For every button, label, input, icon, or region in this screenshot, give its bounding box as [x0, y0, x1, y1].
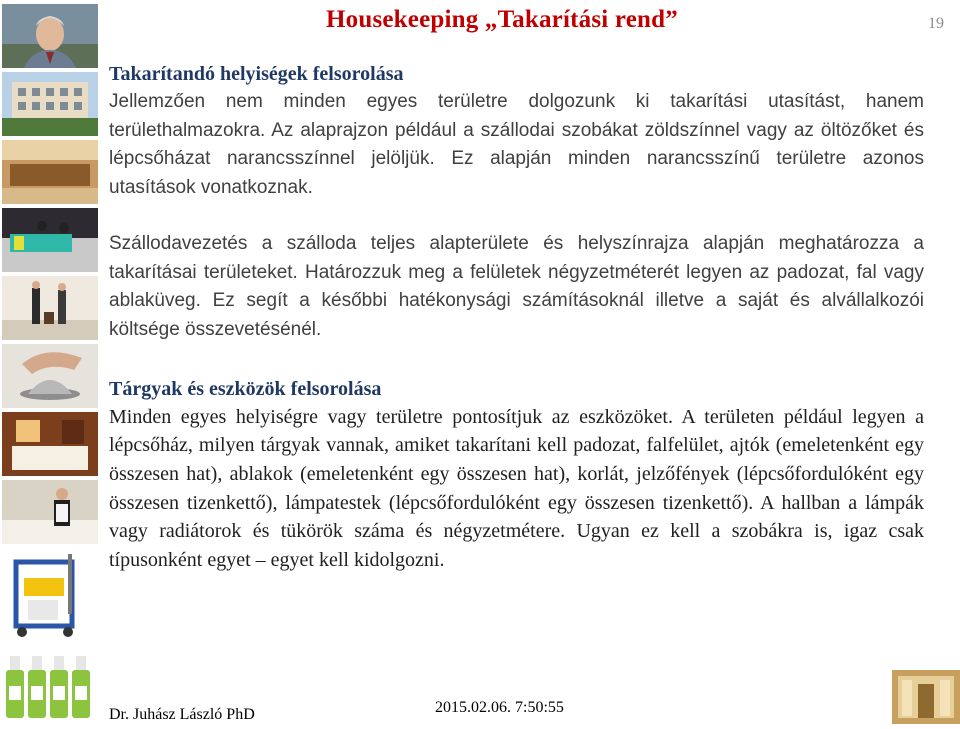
guests-luggage-image: [2, 276, 98, 340]
corridor-image: [892, 670, 960, 724]
hotel-room-image: [2, 412, 98, 476]
footer-author: Dr. Juhász László PhD: [109, 706, 255, 723]
section-text-rooms: Jellemzően nem minden egyes területre dolgozunk ki takarítási utasítást, hanem területhalmazokra. Az alaprajzon például a szállodai szobákat zöldszínnel vagy az öltözőket és lépcsőházat narancsszínnel jelöljük. Ez alapján minden narancsszínű területre azonos utasítások vonatkoznak.: [109, 91, 924, 199]
author-portrait-image: [2, 4, 98, 68]
cleaning-cart-image: [2, 548, 98, 644]
photo-strip: [0, 0, 100, 726]
page-number: 19: [928, 15, 944, 32]
section-heading-items: Tárgyak és eszközök felsorolása: [109, 377, 382, 400]
service-bell-image: [2, 344, 98, 408]
slide-content: [109, 60, 924, 575]
hotel-building-image: [2, 72, 98, 136]
housekeeper-image: [2, 480, 98, 544]
spacer: [109, 203, 924, 230]
reception-desk-image: [2, 208, 98, 272]
slide-title: Housekeeping „Takarítási rend”: [326, 6, 678, 33]
spacer: [109, 345, 924, 375]
footer-date: 2015.02.06. 7:50:55: [435, 699, 564, 716]
cleaning-products-image: [2, 648, 98, 722]
hotel-lobby-image: [2, 140, 98, 204]
section-heading-rooms: Takarítandó helyiségek felsorolása: [109, 63, 404, 85]
section-text-areas: Szállodavezetés a szálloda teljes alapterülete és helyszínrajza alapján meghatározza a takarításai területeket. Határozzuk meg a felületek négyzetméterét legyen az padozat, fal vagy ablaküveg. Ez segít a későbbi hatékonysági számításoknál illetve a saját és alvállalkozói költsége összevetésénél.: [109, 232, 924, 340]
section-text-items: Minden egyes helyiségre vagy területre pontosítjuk az eszközöket. A területen például legyen a lépcsőház, milyen tárgyak vannak, amiket takarítani kell padozat, falfelület, ajtók (emeletenként egy összesen hat), ablakok (emeletenként egy összesen hat), korlát, jelzőfények (lépcsőfordulóként egy összesen tizenkettő), lámpatestek (lépcsőfordulóként egy összesen tizenkettő). A hallban a lámpák vagy radiátorok és tükörök száma és négyzetmétere. Ugyan ez kell a szobákra is, igaz csak típusonként egyet – egyet kell kidolgozni.: [109, 405, 924, 572]
